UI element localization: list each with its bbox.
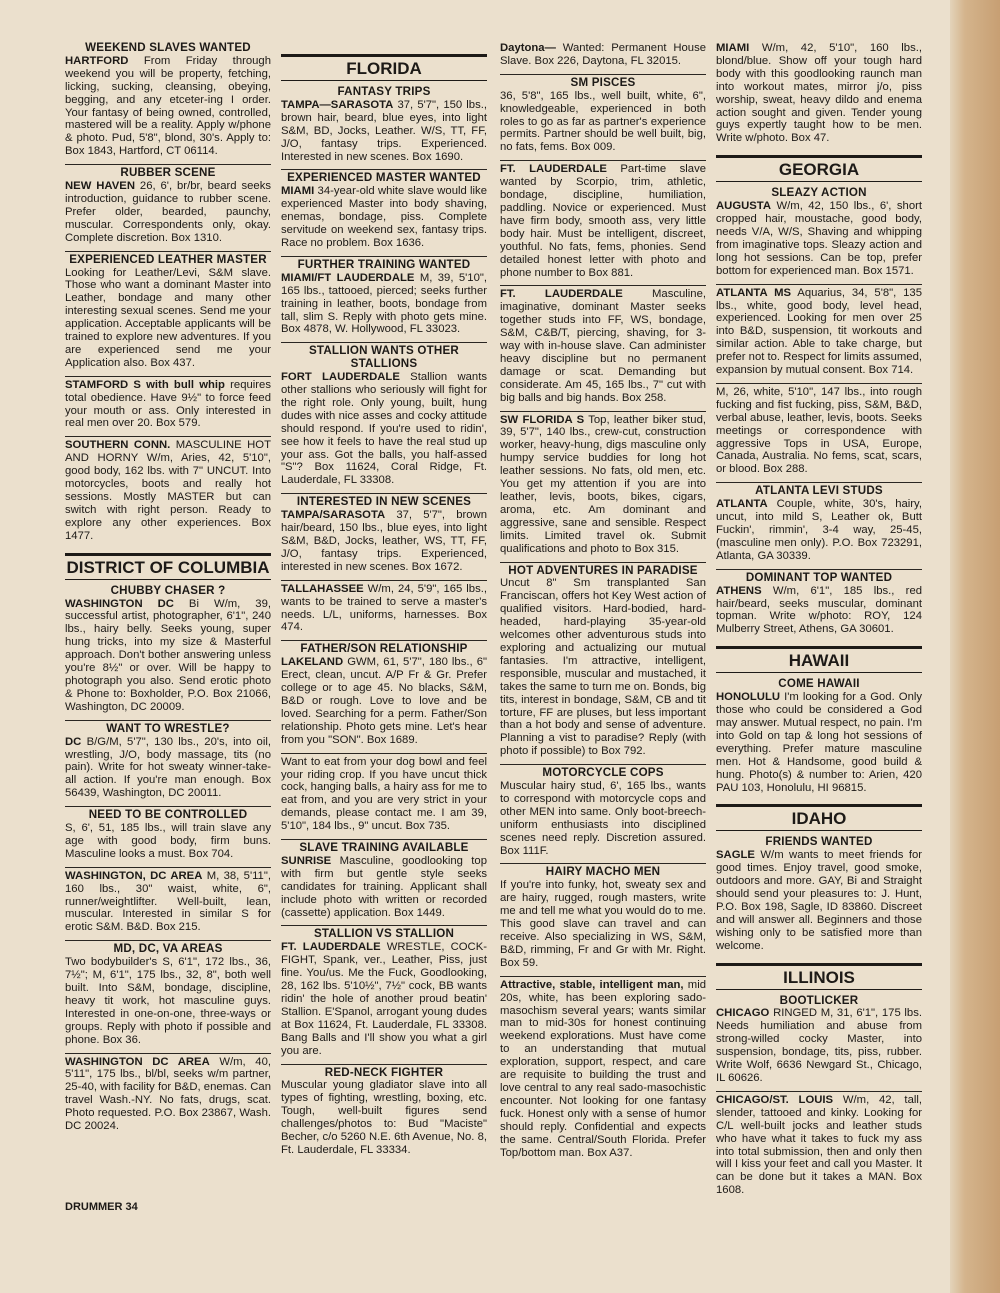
ad-body: Part-time slave wanted by Scorpio, trim, athletic, bondage, discipline, humiliation, paddling. Novice or experienced. Must have firm body, smooth ass, very little body hair. Must be intelligent, discreet, youthful. No fats, fems, phonies. Send detailed honest letter with photo and phone number to Box 881. bbox=[500, 163, 706, 279]
ad-title: HAIRY MACHO MEN bbox=[545, 865, 661, 879]
section-heading: IDAHO bbox=[716, 804, 922, 831]
ad-text bbox=[500, 979, 706, 1160]
ad-body: Uncut 8" Sm transplanted San Franciscan, offers hot Key West action of qualified visitors. Hard-bodied, hard-headed, hard-playing 35-year-old welcomes other adventurous studs into exploring and actualizing our mutual fantasies. I'm attractive, intelligent, responsible, muscular and mustached, it takes the same to turn me on. Bonds, big tits, interest in bondage, S&M, CB and tit torture, FF are pluses, but less important than a hot body and sense of adventure. Planning a vist to paradise? Reply (with photo if possible) to Box 792. bbox=[500, 577, 706, 758]
ad-title: RUBBER SCENE bbox=[120, 166, 216, 180]
ad-location: ATLANTA bbox=[716, 498, 768, 511]
classified-ad bbox=[500, 160, 706, 279]
ad-text bbox=[65, 822, 271, 861]
section-heading: HAWAII bbox=[716, 646, 922, 673]
classified-ad bbox=[65, 40, 271, 158]
ad-location: MIAMI bbox=[716, 42, 750, 54]
ad-title: EXPERIENCED MASTER WANTED bbox=[287, 171, 481, 185]
ad-title: DOMINANT TOP WANTED bbox=[745, 570, 893, 584]
ad-body: Want to eat from your dog bowl and feel your riding crop. If you have uncut thick cock, hanging balls, a hairy ass for me to eat from, and you are very strict in your demands, please contact me. I am 39, 5'10", 184 lbs., 9" uncut. Box 735. bbox=[281, 755, 487, 833]
column-3 bbox=[500, 40, 706, 1165]
ad-title: WEEKEND SLAVES WANTED bbox=[85, 41, 251, 54]
classified-ad bbox=[500, 562, 706, 759]
column-1 bbox=[65, 40, 271, 1139]
ad-text bbox=[716, 849, 922, 952]
ad-text bbox=[500, 42, 706, 68]
classified-ad bbox=[500, 285, 706, 404]
classified-ad bbox=[500, 40, 706, 68]
ad-text bbox=[500, 879, 706, 969]
ad-body: I'm looking for a God. Only those who could be considered a God may answer. Mutual respect, no pain. I'm into Gold on tap & long hot sessions of everything. Prefer mature masculine men. Hot & Handsome, good build & hung. Photo(s) & number to: Arien, 420 PAU 103, Honolulu, HI 96815. bbox=[716, 691, 923, 794]
ad-title: ATLANTA LEVI STUDS bbox=[755, 484, 883, 498]
ad-text bbox=[65, 379, 271, 431]
ad-body: B/G/M, 5'7", 130 lbs., 20's, into oil, wrestling, J/O, body massage, tits (no pain). Write for hot sweaty winner-take-all action. If you're man enough. Box 56439, Washington, DC 20011. bbox=[65, 735, 271, 800]
ad-location: WASHINGTON DC bbox=[65, 597, 174, 610]
ad-location: Attractive, stable, intelligent man, bbox=[500, 978, 684, 991]
ad-location: FORT LAUDERDALE bbox=[281, 371, 400, 384]
ad-title: SM PISCES bbox=[570, 75, 636, 89]
ad-title: STALLION WANTS OTHER STALLIONS bbox=[309, 344, 459, 371]
ad-title: MD, DC, VA AREAS bbox=[113, 942, 223, 956]
classified-ad bbox=[281, 493, 487, 573]
classified-ad bbox=[716, 1091, 922, 1197]
ad-title: FATHER/SON RELATIONSHIP bbox=[300, 642, 468, 656]
ad-location: FT. LAUDERDALE bbox=[281, 941, 381, 954]
ad-text bbox=[500, 780, 706, 857]
ad-body: S, 6', 51, 185 lbs., will train slave any age with good body, firm buns. Masculine looks a must. Box 704. bbox=[65, 822, 271, 860]
ad-location: FT. LAUDERDALE bbox=[500, 163, 607, 176]
classified-ad bbox=[281, 839, 487, 919]
classified-ad bbox=[500, 411, 706, 556]
ad-body: W/m, 42, 5'10", 160 lbs., blond/blue. Show off your tough hard body with this goodlooking raunch man into workout mates, mirror j/o, piss worship, sweat, heavy dildo and enema action sought and given. Tender young guys expertly taught how to be men. Write w/photo. Box 47. bbox=[716, 42, 922, 145]
classified-ad bbox=[716, 383, 922, 476]
classified-ad bbox=[716, 284, 922, 377]
ad-text bbox=[281, 941, 487, 1057]
ad-text bbox=[500, 90, 706, 155]
ad-text bbox=[500, 288, 706, 404]
classified-ad bbox=[716, 834, 922, 952]
ad-text bbox=[716, 42, 922, 145]
ad-body: 26, 6', br/br, beard seeks introduction, guidance to rubber scene. Prefer older, bearded, paunchy, muscular. Correspondents only, okay. Complete discretion. Box 1310. bbox=[65, 180, 272, 244]
ad-text bbox=[65, 439, 271, 542]
ad-text bbox=[500, 163, 706, 279]
ad-body: From Friday through weekend you will be property, fetching, licking, sucking, cleansing, obeying, begging, and any etceter-ing I order. Your fantasy of being owned, controlled, mastered will be a reality. Apply w/phone & photo. Pud, 5'8", blond, 30's. Apply to: Box 1843, Hartford, CT 06114. bbox=[65, 54, 271, 158]
ad-body: Top, leather biker stud, 39, 5'7", 140 lbs., crew-cut, construction worker, heavy-hung, digs masculine only humpy service buddies for long hot leather sessions. No fats, old men, etc. You get my attention if you are into leather, levis, boots, bikes, cigars, aroma, etc. Am dominant and aggressive, sane and sensible. Respect limits. Limited travel ok. Submit qualifications and photo to Box 315. bbox=[500, 413, 707, 555]
ad-location: SAGLE bbox=[716, 849, 755, 862]
ad-title: FRIENDS WANTED bbox=[765, 835, 873, 849]
classified-ad bbox=[65, 164, 271, 244]
ad-text bbox=[281, 185, 487, 250]
section-heading: ILLINOIS bbox=[716, 963, 922, 990]
classified-ad bbox=[65, 940, 271, 1046]
ad-title: COME HAWAII bbox=[778, 677, 860, 691]
ad-title: MOTORCYCLE COPS bbox=[542, 766, 664, 780]
classified-ad bbox=[281, 342, 487, 487]
classified-ad bbox=[65, 251, 271, 370]
ad-body: M, 39, 5'10", 165 lbs., tattooed, pierced; seeks further training in leather, boots, bondage from tall, slim S. Reply with photo gets mine. Box 4878, W. Hollywood, FL 33023. bbox=[281, 271, 488, 336]
ad-text bbox=[65, 180, 271, 245]
ad-location: CHICAGO bbox=[716, 1007, 770, 1020]
ad-body: W/m, 24, 5'9", 165 lbs., wants to be trained to serve a master's needs. L/L, uniforms, harnesses. Box 474. bbox=[281, 582, 488, 634]
ad-body: W/m, 42, tall, slender, tattooed and kinky. Looking for C/L well-built jocks and leather studs who have what it takes to fuck my ass into total submission, then and only then will I kiss your feet and call you Master. It can be done but it takes a MAN. Box 1608. bbox=[716, 1093, 923, 1197]
ad-title: WANT TO WRESTLE? bbox=[106, 721, 230, 735]
ad-title: FANTASY TRIPS bbox=[337, 85, 431, 98]
ad-text bbox=[65, 956, 271, 1046]
ad-text bbox=[500, 414, 706, 556]
classified-ad bbox=[65, 806, 271, 861]
ad-body: MASCULINE HOT AND HORNY W/m, Aries, 42, 5'10", good body, 162 lbs. with 7" UNCUT. Into motorcycles, boots and really hot sessions. Mostly MASTER but can switch with right person. Ready to explore any other experiences. Box 1477. bbox=[65, 439, 272, 542]
ad-body: Muscular hairy stud, 6', 165 lbs., wants to correspond with motorcycle cops and other MEN into same. Only boot-breech-uniform enthusiasts into disciplined scenes need reply. Discretion assured. Box 111F. bbox=[500, 780, 706, 857]
ad-text bbox=[65, 55, 271, 158]
ad-location: FT. LAUDERDALE bbox=[500, 288, 623, 301]
ad-title: STALLION VS STALLION bbox=[313, 927, 455, 941]
ad-text bbox=[716, 1007, 922, 1084]
ad-location: NEW HAVEN bbox=[65, 180, 135, 193]
classified-ad bbox=[500, 863, 706, 969]
ad-text bbox=[65, 598, 271, 714]
column-2 bbox=[281, 44, 487, 1163]
ad-location: TALLAHASSEE bbox=[281, 582, 364, 595]
ad-body: mid 20s, white, has been exploring sado-masochism several years; wants similar man to mid-30s for honest continuing weekend explorations. Must have come to an understanding that mutual exploration, support, respect, and care are requisite to building the trust and love central to any real sado-masochistic encounter. Not looking for one fantasy fuck. Honest only with a sense of humor should reply. Confidential and expects the same. Central/South Florida. Prefer Top/bottom man. Box A37. bbox=[500, 978, 706, 1159]
ad-location: WASHINGTON DC AREA bbox=[65, 1055, 210, 1068]
ad-title: CHUBBY CHASER ? bbox=[110, 583, 226, 597]
classified-ad bbox=[716, 993, 922, 1085]
ad-body: Aquarius, 34, 5'8", 135 lbs., white, good body, level head, experienced. Looking for men over 25 into B&D, suspension, tit workouts and similar action. Able to take charge, but prefer not to. Respect for limits assumed, expansion by mutual consent. Box 714. bbox=[716, 286, 922, 377]
ad-location: MIAMI bbox=[281, 185, 315, 198]
classified-ad bbox=[281, 640, 487, 746]
classified-ad bbox=[281, 169, 487, 249]
ad-body: Stallion wants other stallions who seriously will fight for the right role. Only young, built, hung dudes with nice asses and cocky attitude should respond. If you're used to ridin', see how it feels to have the real stud up your ass. Got the balls, you half-assed "S"? Box 11624, Coral Ridge, Ft. Lauderdale, FL 33308. bbox=[281, 371, 488, 487]
ad-title: FURTHER TRAINING WANTED bbox=[297, 257, 471, 271]
classified-ad bbox=[500, 764, 706, 857]
ad-text bbox=[716, 1094, 922, 1197]
classified-ad bbox=[281, 753, 487, 833]
section-heading: GEORGIA bbox=[716, 155, 922, 182]
ad-location: HARTFORD bbox=[65, 54, 129, 67]
ad-body: If you're into funky, hot, sweaty sex and are hairy, rugged, rough masters, write me and tell me what you would do to me. This good slave can travel and can receive. Also specializing in WS, S&M, B&D, rimming, Fr and Gr with Mr. Right. Box 59. bbox=[500, 879, 706, 969]
ad-body: W/m, 42, 150 lbs., 6', short cropped hair, moustache, good body, needs V/A, W/S, Shaving and whipping from imaginative tops. Sleazy action and long hot sessions. Can be top, prefer bottom for experienced man. Box 1571. bbox=[716, 200, 923, 277]
classified-ad bbox=[65, 376, 271, 431]
ad-body: 36, 5'8", 165 lbs., well built, white, 6", knowledgeable, experienced in both roles to go as far as partner's experience permits. Partner should be well built, big, no fats, fems. Box 009. bbox=[500, 89, 706, 154]
classified-ad bbox=[716, 185, 922, 277]
classified-ad bbox=[716, 482, 922, 562]
ad-text bbox=[716, 498, 922, 563]
ad-body: 34-year-old white slave would like experienced Master into body shaving, enemas, bondage, piss. Complete servitude on weekend sex, fantasy trips. Race no problem. Box 1636. bbox=[281, 185, 487, 249]
ad-text bbox=[65, 1056, 271, 1133]
ad-title: BOOTLICKER bbox=[779, 993, 859, 1007]
ad-title: SLAVE TRAINING AVAILABLE bbox=[299, 841, 469, 855]
ad-title: RED-NECK FIGHTER bbox=[324, 1065, 444, 1079]
ad-body: M, 38, 5'11", 160 lbs., 30" waist, white, 6", runner/weightlifter. Well-built, lean, muscular. Interested in similar S for erotic S&M. B&D. Box 215. bbox=[65, 869, 271, 934]
ad-text bbox=[716, 386, 922, 476]
ad-location: HONOLULU bbox=[716, 691, 781, 704]
ad-text bbox=[500, 577, 706, 758]
ad-body: Wanted: Permanent House Slave. Box 226, Daytona, FL 32015. bbox=[500, 42, 706, 67]
ad-body: M, 26, white, 5'10", 147 lbs., into rough fucking and fist fucking, piss, S&M, B&D, verbal abuse, leather, levis, boots. Seeks meetings or correspondence with aggressive Tops in USA, Europe, Canada, Australia. No fems, scat, scars, or blood. Box 288. bbox=[716, 385, 922, 476]
ad-text bbox=[281, 756, 487, 833]
ad-body: W/m, 6'1", 185 lbs., red hair/beard, seeks muscular, dominant topman. Write w/photo: ROY, 124 Mulberry Street, Athens, GA 30601. bbox=[716, 584, 923, 636]
ad-body: Masculine, goodlooking top with firm but gentle style seeks candidates for training. Applicant shall include photo with written or recorded (cassette) application. Box 1449. bbox=[281, 854, 487, 919]
ad-body: requires total obedience. Have 9½" to force feed your mouth or ass. Only interested in real men over 20. Box 579. bbox=[65, 378, 271, 430]
classified-ad bbox=[716, 40, 922, 145]
page-edge bbox=[950, 0, 1000, 1293]
classified-ad bbox=[65, 436, 271, 542]
ad-body: WRESTLE, COCK-FIGHT, Spank, ver., Leather, Piss, just fine. You/us. Me the Fuck, Goodlooking, 28, 162 lbs. 5'10½", 7½" cock, BB wants ridin' the hole of another proud beatin' Stallion. E'Spanol, arrogant young dudes at Box 11624, Ft. Lauderdale, FL 33308. Bang Balls and I'll show you what a girl you are. bbox=[281, 941, 487, 1057]
ad-text bbox=[281, 272, 487, 337]
ad-text bbox=[65, 870, 271, 935]
ad-body: GWM, 61, 5'7", 180 lbs., 6" Erect, clean, uncut. A/P Fr & Gr. Prefer college or to age 45. No blacks, S&M, B&D or rough. Love to love and be loved. Searching for a perm. Father/Son relationship. Photo gets mine. Let's hear from you "SON". Box 1689. bbox=[281, 656, 487, 746]
ad-text bbox=[716, 691, 922, 794]
ad-body: W/m, 40, 5'11", 175 lbs., bl/bl, seeks w/m partner, 25-40, with facility for B&D, enemas. Can travel Wash.-NY. No fats, drugs, scat. Photo requested. P.O. Box 23867, Wash. DC 20024. bbox=[65, 1055, 271, 1133]
classified-ad bbox=[281, 580, 487, 635]
ad-text bbox=[716, 585, 922, 637]
classified-ad bbox=[281, 84, 487, 163]
ad-location: ATHENS bbox=[716, 584, 762, 597]
ad-title: EXPERIENCED LEATHER MASTER bbox=[69, 252, 267, 266]
ad-text bbox=[281, 371, 487, 487]
ad-text bbox=[281, 509, 487, 574]
ad-body: Muscular young gladiator slave into all types of fighting, wrestling, boxing, etc. Tough, well-built figures send challenges/photos to: Bud "Maciste" Becher, c/o 5260 N.E. 6th Avenue, No. 8, Ft. Lauderdale, FL 33334. bbox=[281, 1079, 487, 1156]
column-4 bbox=[716, 40, 922, 1203]
classified-ad bbox=[65, 583, 271, 714]
ad-title: HOT ADVENTURES IN PARADISE bbox=[508, 563, 698, 577]
ad-text bbox=[65, 736, 271, 801]
section-heading: DISTRICT OF COLUMBIA bbox=[65, 553, 271, 580]
ad-location: MIAMI/FT LAUDERDALE bbox=[281, 271, 415, 284]
ad-text bbox=[281, 583, 487, 635]
ad-text bbox=[281, 855, 487, 920]
ad-text bbox=[716, 287, 922, 377]
ad-location: TAMPA—SARASOTA bbox=[281, 98, 394, 111]
ad-location: LAKELAND bbox=[281, 656, 344, 669]
ad-location: SW FLORIDA S bbox=[500, 413, 585, 426]
classified-ad bbox=[281, 1064, 487, 1157]
ad-text bbox=[281, 1079, 487, 1156]
ad-title: INTERESTED IN NEW SCENES bbox=[296, 495, 472, 509]
ad-body: Couple, white, 30's, hairy, uncut, into mild S, Leather ok, Butt Fuckin', rimmin', 3-4 way, 25-45, (masculine men only). P.O. Box 723291, Atlanta, GA 30339. bbox=[716, 498, 922, 562]
ad-text bbox=[281, 656, 487, 746]
classified-ad bbox=[500, 976, 706, 1160]
ad-title: NEED TO BE CONTROLLED bbox=[88, 808, 248, 822]
classified-ad bbox=[716, 676, 922, 794]
ad-location: AUGUSTA bbox=[716, 200, 772, 213]
ad-text bbox=[281, 99, 487, 164]
ad-location: SUNRISE bbox=[281, 854, 332, 867]
ad-body: 37, 5'7", 150 lbs., brown hair, beard, blue eyes, into light S&M, BD, Jocks, Leather. W/S, TT, FF, J/O, fantasy trips. Experienced. Interested in new scenes. Box 1690. bbox=[281, 98, 488, 163]
classified-ad bbox=[281, 256, 487, 336]
section-heading: FLORIDA bbox=[281, 54, 487, 81]
classified-ad bbox=[281, 925, 487, 1057]
ad-location: Daytona— bbox=[500, 42, 556, 54]
ad-location: WASHINGTON, DC AREA bbox=[65, 869, 203, 882]
ad-location: DC bbox=[65, 735, 82, 748]
ad-title: SLEAZY ACTION bbox=[771, 186, 867, 200]
ad-body: Masculine, imaginative, dominant Master seeks together studs into FF, WS, bondage, S&M, C&B/T, piercing, shaving, for 3-way with in-house slave. Can administer heavy discipline but no permanent damage or scat. Demanding but considerate. Am 45, 165 lbs., 7" cut with big balls and big hands. Box 258. bbox=[500, 288, 706, 404]
ad-body: Two bodybuilder's S, 6'1", 172 lbs., 36, 7½"; M, 6'1", 175 lbs., 32, 8", both well built. Into S&M, bondage, discipline, heavy tit work, hot masculine guys. Interested in one-on-one, three-ways or groups. Reply with photo if possible and phone. Box 36. bbox=[65, 956, 271, 1046]
ad-text bbox=[65, 267, 271, 370]
ad-location: TAMPA/SARASOTA bbox=[281, 509, 386, 522]
classified-ad bbox=[65, 720, 271, 800]
ad-body: RINGED M, 31, 6'1", 175 lbs. Needs humiliation and abuse from strong-willed cocky Master, into suspension, bondage, tits, piss, rubber. Write Wolf, 6636 Newgard St., Chicago, IL 60626. bbox=[716, 1007, 923, 1084]
classified-ad bbox=[716, 569, 922, 637]
classified-ad bbox=[65, 867, 271, 935]
ad-body: W/m wants to meet friends for good times. Enjoy travel, good smoke, outdoors and more. GAY, Bi and Straight should send your pleasures to: J. Hunt, P.O. Box 198, Sagle, ID 83860. Discreet and will answer all. Beginners and those wishing only to be satisfied more than welcome. bbox=[716, 849, 923, 952]
classified-ad bbox=[500, 74, 706, 154]
page-footer: DRUMMER 34 bbox=[65, 1201, 138, 1213]
ad-body: Looking for Leather/Levi, S&M slave. Those who want a dominant Master into Leather, bondage and many other interesting sexual scenes. Send me your application. Acceptable applicants will be trained to explore new adventures. If you are experienced send me your Application also. Box 437. bbox=[65, 266, 271, 369]
classified-ad bbox=[65, 1053, 271, 1133]
ad-text bbox=[716, 200, 922, 277]
ad-location: ATLANTA MS bbox=[716, 286, 792, 299]
ad-location: SOUTHERN CONN. bbox=[65, 439, 171, 452]
ad-body: Bi W/m, 39, successful artist, photographer, 6'1", 240 lbs., hairy belly. Seeks young, super hung tricks, into my size & Masterful approach. Don't bother answering unless you're 8½" or over. Will be happy to photograph you also. Send erotic photo & Phone to: Boxholder, P.O. Box 21066, Washington, DC 20009. bbox=[65, 597, 271, 713]
ad-location: CHICAGO/ST. LOUIS bbox=[716, 1093, 834, 1106]
ad-location: STAMFORD S with bull whip bbox=[65, 378, 225, 391]
ad-body: 37, 5'7", brown hair/beard, 150 lbs., blue eyes, into light S&M, B&D, Jocks, leather, WS, TT, FF, J/O, fantasy trips. Experienced, interested in new scenes. Box 1672. bbox=[281, 509, 487, 573]
